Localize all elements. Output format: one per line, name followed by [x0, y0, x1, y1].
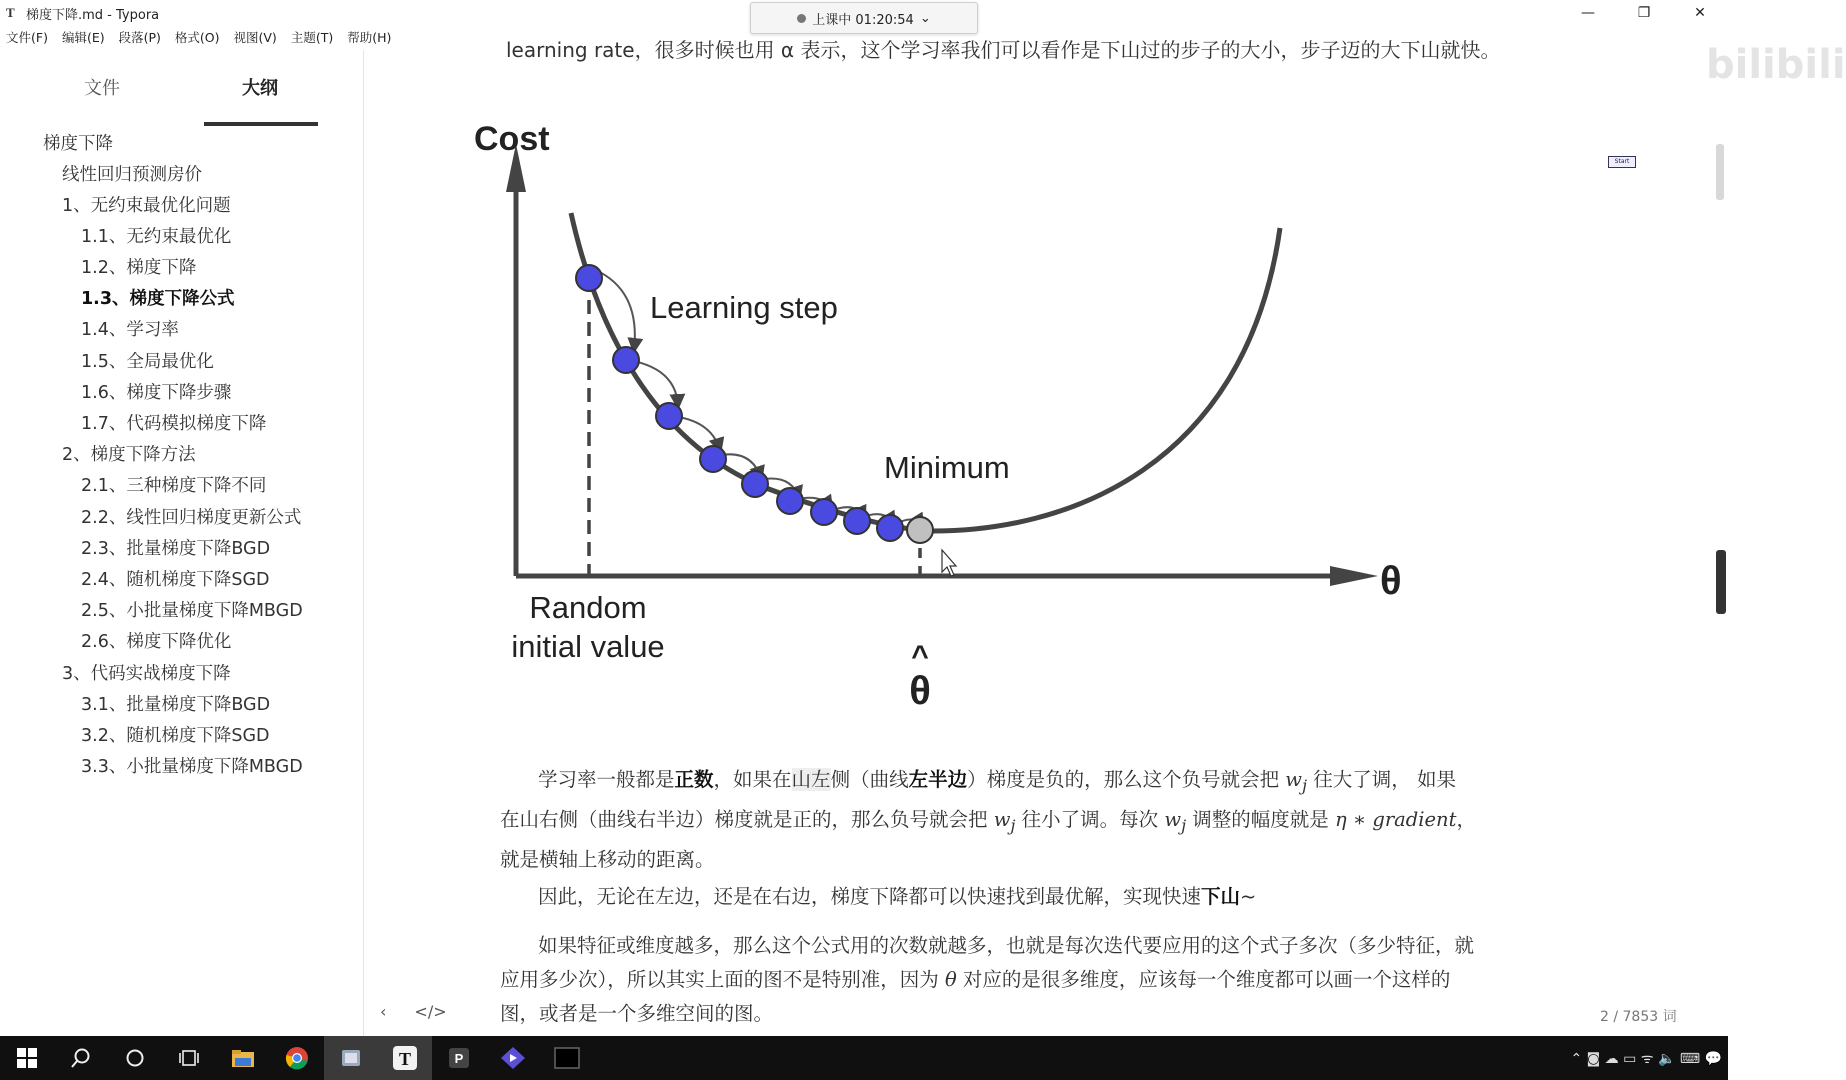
active-tab-indicator — [204, 122, 318, 126]
math-subscript: j — [1181, 815, 1187, 835]
video-app-icon[interactable] — [486, 1036, 540, 1080]
text: ，如果在 — [713, 768, 792, 791]
text: 侧（曲线 — [830, 768, 909, 791]
x-axis-arrow — [1330, 566, 1378, 586]
typora-app-icon: T — [6, 5, 15, 20]
learning-step-label: Learning step — [650, 290, 838, 325]
paint-app-icon[interactable] — [324, 1036, 378, 1080]
back-arrow-icon[interactable]: ‹ — [380, 1002, 387, 1021]
bold-text: 下山 — [1201, 885, 1241, 908]
paragraph-dimensions — [500, 929, 1560, 1031]
paragraph-learning-rate — [500, 763, 1550, 877]
minimize-button[interactable]: — — [1581, 5, 1595, 21]
outline-item[interactable]: 2.1、三种梯度下降不同 — [81, 476, 267, 496]
outline-item[interactable]: 2.3、批量梯度下降BGD — [81, 539, 271, 559]
file-explorer-icon[interactable] — [216, 1036, 270, 1080]
outline-item-active[interactable]: 1.3、梯度下降公式 — [81, 289, 235, 309]
scrollbar-thumb[interactable] — [1716, 144, 1724, 200]
text: 如果特征或维度越多，那么这个公式用的次数就越多，也就是每次迭代要应用的这个式子多次（多少特征，就 — [538, 934, 1475, 957]
tab-outline[interactable]: 大纲 — [242, 78, 278, 99]
recording-indicator[interactable] — [750, 2, 978, 34]
window-controls — [1560, 0, 1728, 26]
menu-view[interactable]: 视图(V) — [233, 30, 277, 45]
theta-hat-caret: ^ — [911, 640, 929, 673]
paragraph-conclusion — [538, 880, 1548, 914]
menu-format[interactable]: 格式(O) — [174, 30, 220, 45]
sidebar — [0, 50, 364, 1036]
outline-item[interactable]: 1.6、梯度下降步骤 — [81, 383, 232, 403]
search-icon[interactable] — [54, 1036, 108, 1080]
text: 往大了调， 如果 — [1307, 768, 1456, 791]
close-button[interactable]: ✕ — [1694, 5, 1706, 21]
svg-text:P: P — [454, 1051, 464, 1066]
menu-file[interactable]: 文件(F) — [6, 30, 48, 45]
text: 应用多少次），所以其实上面的图不是特别准，因为 — [500, 968, 945, 991]
text: 因此，无论在左边，还是在右边，梯度下降都可以快速找到最优解，实现快速 — [538, 885, 1202, 908]
text: 学习率一般都是 — [538, 768, 675, 791]
text: 在山右侧（曲线右半边）梯度就是正的，那么负号就会把 — [500, 807, 994, 831]
step-point — [700, 446, 726, 472]
text: ）梯度是负的，那么这个负号就会把 — [967, 768, 1286, 791]
outline-item[interactable]: 3、代码实战梯度下降 — [62, 664, 231, 684]
outline-item[interactable]: 1.1、无约束最优化 — [81, 227, 232, 247]
pdf-reader-icon[interactable] — [432, 1036, 486, 1080]
text: 调整的幅度就是 — [1186, 807, 1336, 831]
system-tray[interactable]: ⌃ ◙ ☁ ▭ ᯤ 🔈 ⌨ 💬 — [1570, 1050, 1722, 1067]
chevron-down-icon: ⌄ — [919, 10, 931, 26]
windows-start-icon[interactable] — [0, 1036, 54, 1080]
step-point — [576, 265, 602, 291]
text: 往小了调。每次 — [1015, 807, 1165, 831]
side-handle[interactable] — [1716, 550, 1726, 614]
text: 就是横轴上移动的距离。 — [500, 847, 715, 871]
math-w: w — [1285, 768, 1302, 791]
taskbar — [0, 1036, 1728, 1080]
outline-item[interactable]: 1、无约束最优化问题 — [62, 196, 231, 216]
outline-item[interactable]: 2.6、梯度下降优化 — [81, 632, 232, 652]
highlighted-text: 山左 — [791, 768, 831, 791]
gradient-descent-figure — [366, 88, 1566, 728]
source-code-mode-icon[interactable]: </> — [414, 1002, 447, 1021]
word-count[interactable]: 2 / 7853 词 — [1600, 1009, 1677, 1025]
sidebar-tabs — [0, 70, 364, 130]
terminal-icon[interactable] — [540, 1036, 594, 1080]
step-point — [777, 488, 803, 514]
menu-help[interactable]: 帮助(H) — [347, 30, 392, 45]
step-point — [656, 403, 682, 429]
math-theta: θ — [944, 968, 957, 991]
math-eta-gradient: η ∗ gradient — [1335, 807, 1457, 831]
math-w: w — [993, 807, 1011, 831]
task-view-icon[interactable] — [162, 1036, 216, 1080]
outline-item[interactable]: 1.4、学习率 — [81, 320, 179, 340]
outline-item[interactable]: 2、梯度下降方法 — [62, 445, 196, 465]
chrome-icon[interactable] — [270, 1036, 324, 1080]
partial-text-line: learning rate，很多时候也用 α 表示，这个学习率我们可以看作是下山过的步子的大小，步子迈的大下山就快。 — [506, 38, 1501, 62]
cost-label: Cost — [474, 120, 550, 158]
recording-dot-icon — [797, 14, 806, 23]
menu-paragraph[interactable]: 段落(P) — [118, 30, 161, 45]
minimum-label: Minimum — [884, 450, 1010, 485]
window-title: 梯度下降.md - Typora — [26, 7, 160, 23]
typora-icon[interactable] — [378, 1036, 432, 1080]
step-point — [844, 508, 870, 534]
svg-text:T: T — [398, 1049, 412, 1069]
math-w: w — [1164, 807, 1182, 831]
mini-start-button[interactable]: Start — [1608, 156, 1636, 168]
text: ~ — [1240, 885, 1257, 908]
tab-files[interactable]: 文件 — [84, 78, 120, 99]
step-point — [613, 347, 639, 373]
text: 图，或者是一个多维空间的图。 — [500, 1002, 774, 1025]
text: ， — [1456, 807, 1476, 831]
outline-item[interactable]: 1.7、代码模拟梯度下降 — [81, 414, 267, 434]
scrollbar[interactable] — [1716, 140, 1726, 1040]
outline-item[interactable]: 2.4、随机梯度下降SGD — [81, 570, 270, 590]
outline-item[interactable]: 梯度下降 — [43, 134, 113, 154]
initial-value-label: initial value — [511, 629, 665, 664]
menu-theme[interactable]: 主题(T) — [290, 30, 334, 45]
cortana-icon[interactable] — [108, 1036, 162, 1080]
outline-item[interactable]: 2.5、小批量梯度下降MBGD — [81, 601, 303, 621]
bold-text: 左半边 — [908, 768, 968, 791]
outline-item[interactable]: 3.2、随机梯度下降SGD — [81, 726, 270, 746]
step-point — [742, 471, 768, 497]
text: 对应的是很多维度，应该每一个维度都可以画一个这样的 — [956, 968, 1451, 991]
math-subscript: j — [1302, 775, 1308, 795]
outline-item[interactable]: 3.3、小批量梯度下降MBGD — [81, 757, 303, 777]
menu-edit[interactable]: 编辑(E) — [61, 30, 105, 45]
recording-timer: 上课中 01:20:54 — [812, 12, 914, 28]
menu-bar — [0, 26, 405, 48]
step-point — [811, 499, 837, 525]
editor-content[interactable] — [366, 38, 1846, 1036]
theta-label: θ — [1380, 559, 1402, 603]
maximize-button[interactable]: ❐ — [1637, 5, 1651, 21]
mini-recorder-widget — [1608, 92, 1638, 172]
step-point — [877, 515, 903, 541]
outline-item[interactable]: 1.2、梯度下降 — [81, 258, 197, 278]
status-bar-left — [380, 1002, 447, 1021]
theta-hat-label: θ — [909, 669, 931, 713]
bold-text: 正数 — [674, 768, 714, 791]
outline-item[interactable]: 线性回归预测房价 — [62, 165, 202, 185]
outline-item[interactable]: 2.2、线性回归梯度更新公式 — [81, 508, 302, 528]
math-subscript: j — [1010, 815, 1016, 835]
mouse-cursor-icon — [942, 550, 956, 576]
bilibili-watermark: bilibili — [1706, 42, 1846, 88]
outline-item[interactable]: 3.1、批量梯度下降BGD — [81, 695, 271, 715]
minimum-point — [907, 517, 933, 543]
outline-item[interactable]: 1.5、全局最优化 — [81, 352, 214, 372]
random-label: Random — [529, 590, 647, 625]
